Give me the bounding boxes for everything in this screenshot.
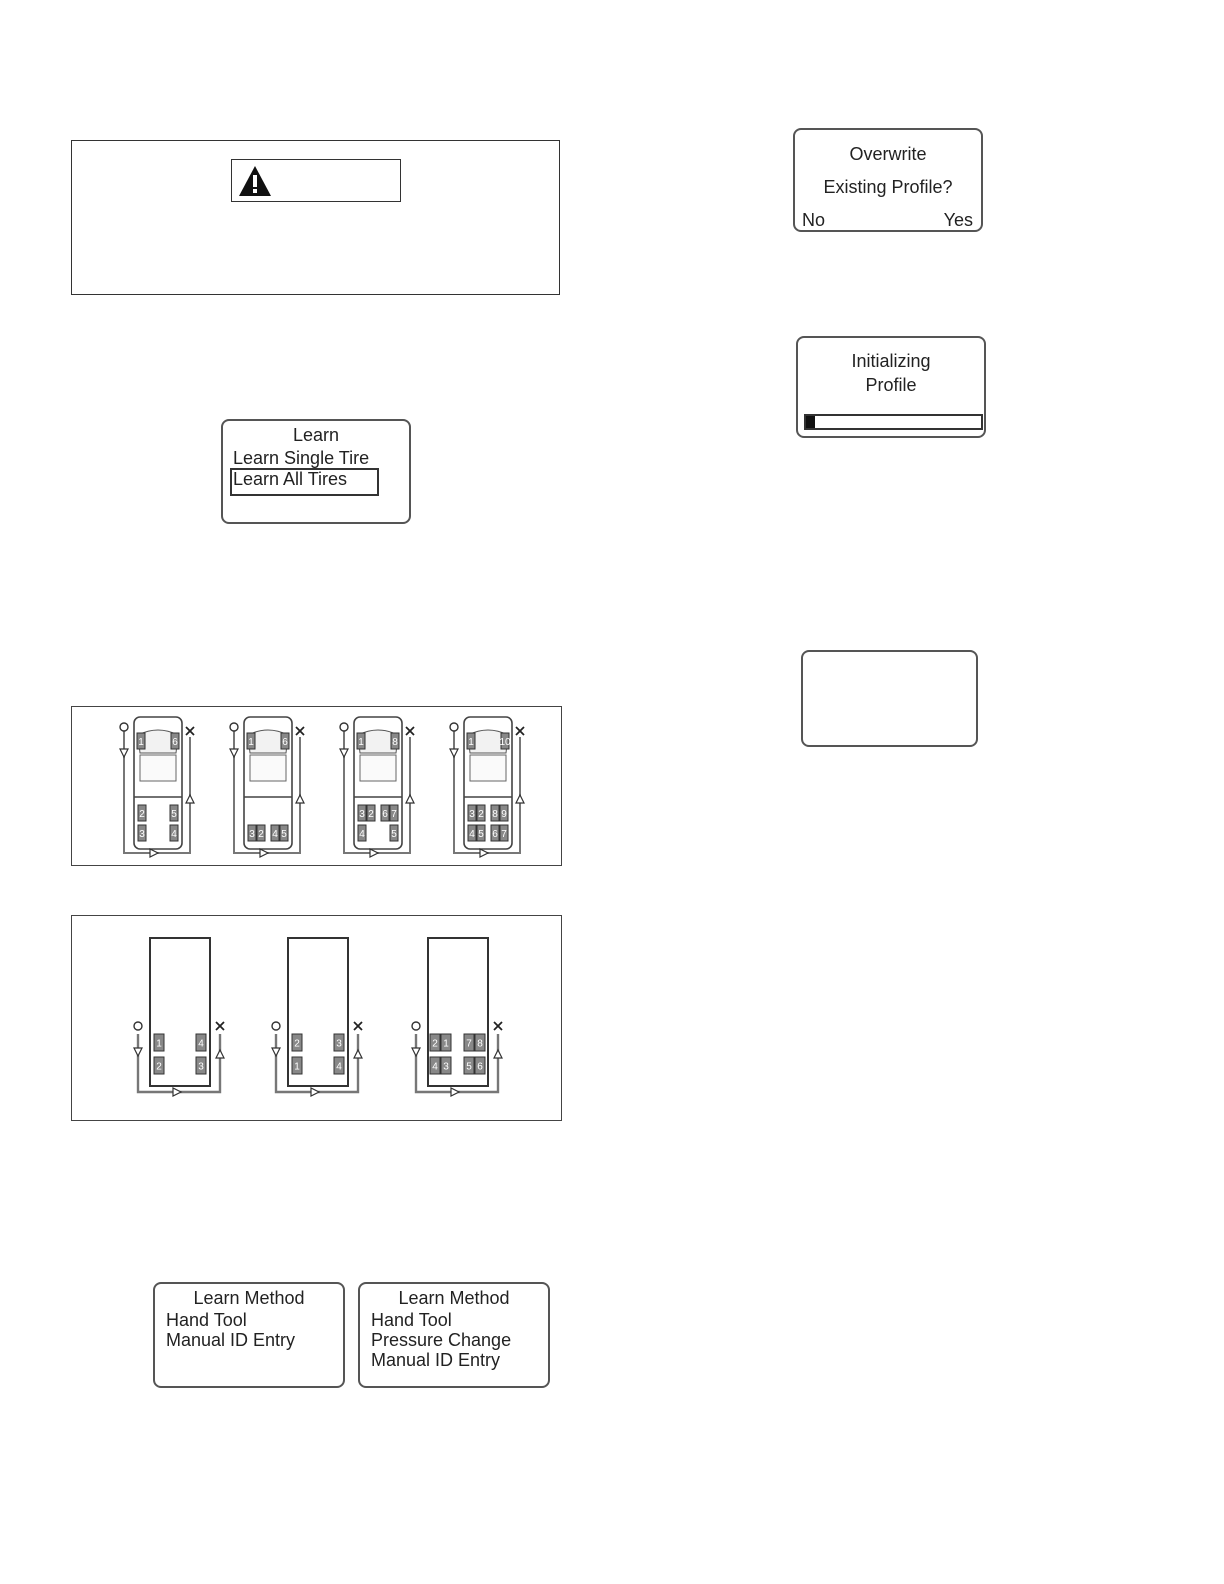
tire-position (441, 1057, 451, 1074)
tire-number: 1 (443, 1038, 449, 1050)
tire-number: 6 (172, 737, 178, 748)
truck-diagram (120, 717, 194, 857)
tire-number: 3 (443, 1061, 449, 1073)
route-arrow (272, 1048, 280, 1056)
tire-number: 8 (477, 1038, 483, 1050)
tire-position (138, 825, 146, 841)
route-arrow (186, 795, 194, 803)
tire-position (357, 733, 365, 749)
tire-number: 3 (359, 809, 365, 820)
tire-number: 5 (466, 1061, 472, 1073)
learn-method-title: Learn Method (193, 1288, 305, 1308)
tire-number: 6 (477, 1061, 483, 1073)
tire-number: 7 (391, 809, 397, 820)
tire-number: 9 (501, 809, 507, 820)
start-marker (120, 723, 128, 731)
start-marker (450, 723, 458, 731)
tire-number: 1 (358, 737, 364, 748)
tire-number: 2 (478, 809, 484, 820)
tire-position (292, 1034, 302, 1051)
tire-number: 2 (368, 809, 374, 820)
tire-number: 1 (138, 737, 144, 748)
cab (250, 755, 286, 781)
tire-number: 3 (336, 1038, 342, 1050)
tire-position (390, 805, 398, 821)
manual-id-entry-item[interactable]: Manual ID Entry (371, 1350, 501, 1370)
learn-method-title: Learn Method (398, 1288, 510, 1308)
end-marker (494, 1022, 502, 1030)
route-arrow (134, 1048, 142, 1056)
trailer-diagram (272, 938, 362, 1096)
route-arrow (260, 849, 268, 857)
route-arrow (216, 1050, 224, 1058)
tire-position (247, 733, 255, 749)
route-arrow (451, 1088, 459, 1096)
start-marker (230, 723, 238, 731)
tire-position (467, 733, 475, 749)
end-marker (296, 727, 304, 735)
warning-triangle-icon (238, 165, 272, 197)
learn-method-screen-2 (358, 1282, 550, 1388)
tire-number: 8 (492, 809, 498, 820)
progress-bar (804, 414, 983, 430)
route-arrow (370, 849, 378, 857)
tire-number: 1 (248, 737, 254, 748)
tire-number: 6 (382, 809, 388, 820)
tire-number: 3 (469, 809, 475, 820)
tire-position (137, 733, 145, 749)
overwrite-profile-screen (793, 128, 983, 232)
tire-number: 7 (466, 1038, 472, 1050)
tire-position (257, 825, 265, 841)
end-marker (516, 727, 524, 735)
learn-screen-title: Learn (292, 425, 340, 445)
tire-number: 5 (391, 829, 397, 840)
tire-position (491, 825, 499, 841)
trailer-diagram (134, 938, 224, 1096)
truck-diagram (230, 717, 304, 857)
progress-fill (806, 416, 815, 428)
end-marker (216, 1022, 224, 1030)
tire-number: 1 (468, 737, 474, 748)
initializing-profile-screen (796, 336, 986, 438)
overwrite-line1: Overwrite (849, 144, 927, 164)
tire-position (499, 733, 511, 749)
tire-position (500, 825, 508, 841)
tire-position (170, 805, 178, 821)
tire-position (464, 1057, 474, 1074)
warning-label (231, 159, 401, 202)
tire-position (441, 1034, 451, 1051)
manual-id-entry-item[interactable]: Manual ID Entry (166, 1330, 296, 1350)
trailer-diagrams (72, 916, 561, 1120)
tire-position (391, 733, 399, 749)
tire-number: 1 (294, 1061, 300, 1073)
tire-number: 4 (198, 1038, 204, 1050)
trailer-diagram (412, 938, 502, 1096)
no-option[interactable]: No (802, 210, 826, 230)
tire-number: 2 (156, 1061, 162, 1073)
learn-single-tire-item[interactable]: Learn Single Tire (233, 448, 370, 468)
route-arrow (120, 749, 128, 757)
tire-number: 4 (469, 829, 475, 840)
route-arrow (173, 1088, 181, 1096)
route-arrow (450, 749, 458, 757)
end-marker (406, 727, 414, 735)
tire-number: 4 (359, 829, 365, 840)
tire-position (475, 1057, 485, 1074)
tire-number: 2 (139, 809, 145, 820)
tire-position (477, 825, 485, 841)
hand-tool-item[interactable]: Hand Tool (371, 1310, 452, 1330)
route-arrow (311, 1088, 319, 1096)
cab (140, 755, 176, 781)
tire-position (468, 805, 476, 821)
route-arrow (230, 749, 238, 757)
init-line2: Profile (865, 375, 917, 395)
tire-position (477, 805, 485, 821)
route-arrow (150, 849, 158, 857)
tire-number: 4 (171, 829, 177, 840)
init-line1: Initializing (851, 351, 931, 371)
tire-number: 2 (432, 1038, 438, 1050)
truck-diagram (340, 717, 414, 857)
end-marker (186, 727, 194, 735)
overwrite-line2: Existing Profile? (823, 177, 953, 197)
tire-position (468, 825, 476, 841)
tire-position (381, 805, 389, 821)
pressure-change-item[interactable]: Pressure Change (371, 1330, 512, 1350)
start-marker (134, 1022, 142, 1030)
tire-number: 2 (258, 829, 264, 840)
truck-learn-sequence-figure (71, 706, 562, 866)
tire-position (154, 1057, 164, 1074)
tire-position (334, 1057, 344, 1074)
tire-position (196, 1034, 206, 1051)
tire-position (430, 1034, 440, 1051)
tire-number: 3 (249, 829, 255, 840)
truck-diagrams (72, 707, 561, 865)
tire-position (367, 805, 375, 821)
cab (470, 755, 506, 781)
truck-diagram (450, 717, 524, 857)
tire-number: 6 (492, 829, 498, 840)
route-arrow (340, 749, 348, 757)
tire-number: 10 (499, 737, 511, 748)
tire-number: 5 (478, 829, 484, 840)
tire-number: 7 (501, 829, 507, 840)
tire-number: 8 (392, 737, 398, 748)
tire-position (358, 825, 366, 841)
start-marker (340, 723, 348, 731)
tire-position (475, 1034, 485, 1051)
end-marker (354, 1022, 362, 1030)
learn-all-tires-item[interactable]: Learn All Tires (233, 469, 348, 489)
tire-position (248, 825, 256, 841)
tire-number: 1 (156, 1038, 162, 1050)
learn-method-screen-1 (153, 1282, 345, 1388)
route-arrow (406, 795, 414, 803)
blank-screen (801, 650, 978, 747)
route-arrow (354, 1050, 362, 1058)
start-marker (412, 1022, 420, 1030)
route-arrow (412, 1048, 420, 1056)
tire-position (280, 825, 288, 841)
tire-number: 4 (432, 1061, 438, 1073)
tire-position (491, 805, 499, 821)
tire-position (170, 825, 178, 841)
tire-position (464, 1034, 474, 1051)
tire-position (430, 1057, 440, 1074)
tire-number: 3 (198, 1061, 204, 1073)
hand-tool-item[interactable]: Hand Tool (166, 1310, 247, 1330)
cab (360, 755, 396, 781)
tire-position (154, 1034, 164, 1051)
tire-position (390, 825, 398, 841)
tire-number: 2 (294, 1038, 300, 1050)
tire-position (500, 805, 508, 821)
start-marker (272, 1022, 280, 1030)
tire-position (138, 805, 146, 821)
tire-position (292, 1057, 302, 1074)
tire-position (281, 733, 289, 749)
learn-screen (221, 419, 411, 524)
yes-option[interactable]: Yes (943, 210, 973, 230)
tire-position (196, 1057, 206, 1074)
route-arrow (296, 795, 304, 803)
tire-position (271, 825, 279, 841)
trailer-learn-sequence-figure (71, 915, 562, 1121)
tire-number: 5 (281, 829, 287, 840)
route-arrow (516, 795, 524, 803)
tire-position (171, 733, 179, 749)
tire-number: 3 (139, 829, 145, 840)
route-arrow (494, 1050, 502, 1058)
tire-number: 4 (272, 829, 278, 840)
tire-number: 5 (171, 809, 177, 820)
tire-position (334, 1034, 344, 1051)
tire-position (358, 805, 366, 821)
tire-number: 6 (282, 737, 288, 748)
tire-number: 4 (336, 1061, 342, 1073)
route-arrow (480, 849, 488, 857)
